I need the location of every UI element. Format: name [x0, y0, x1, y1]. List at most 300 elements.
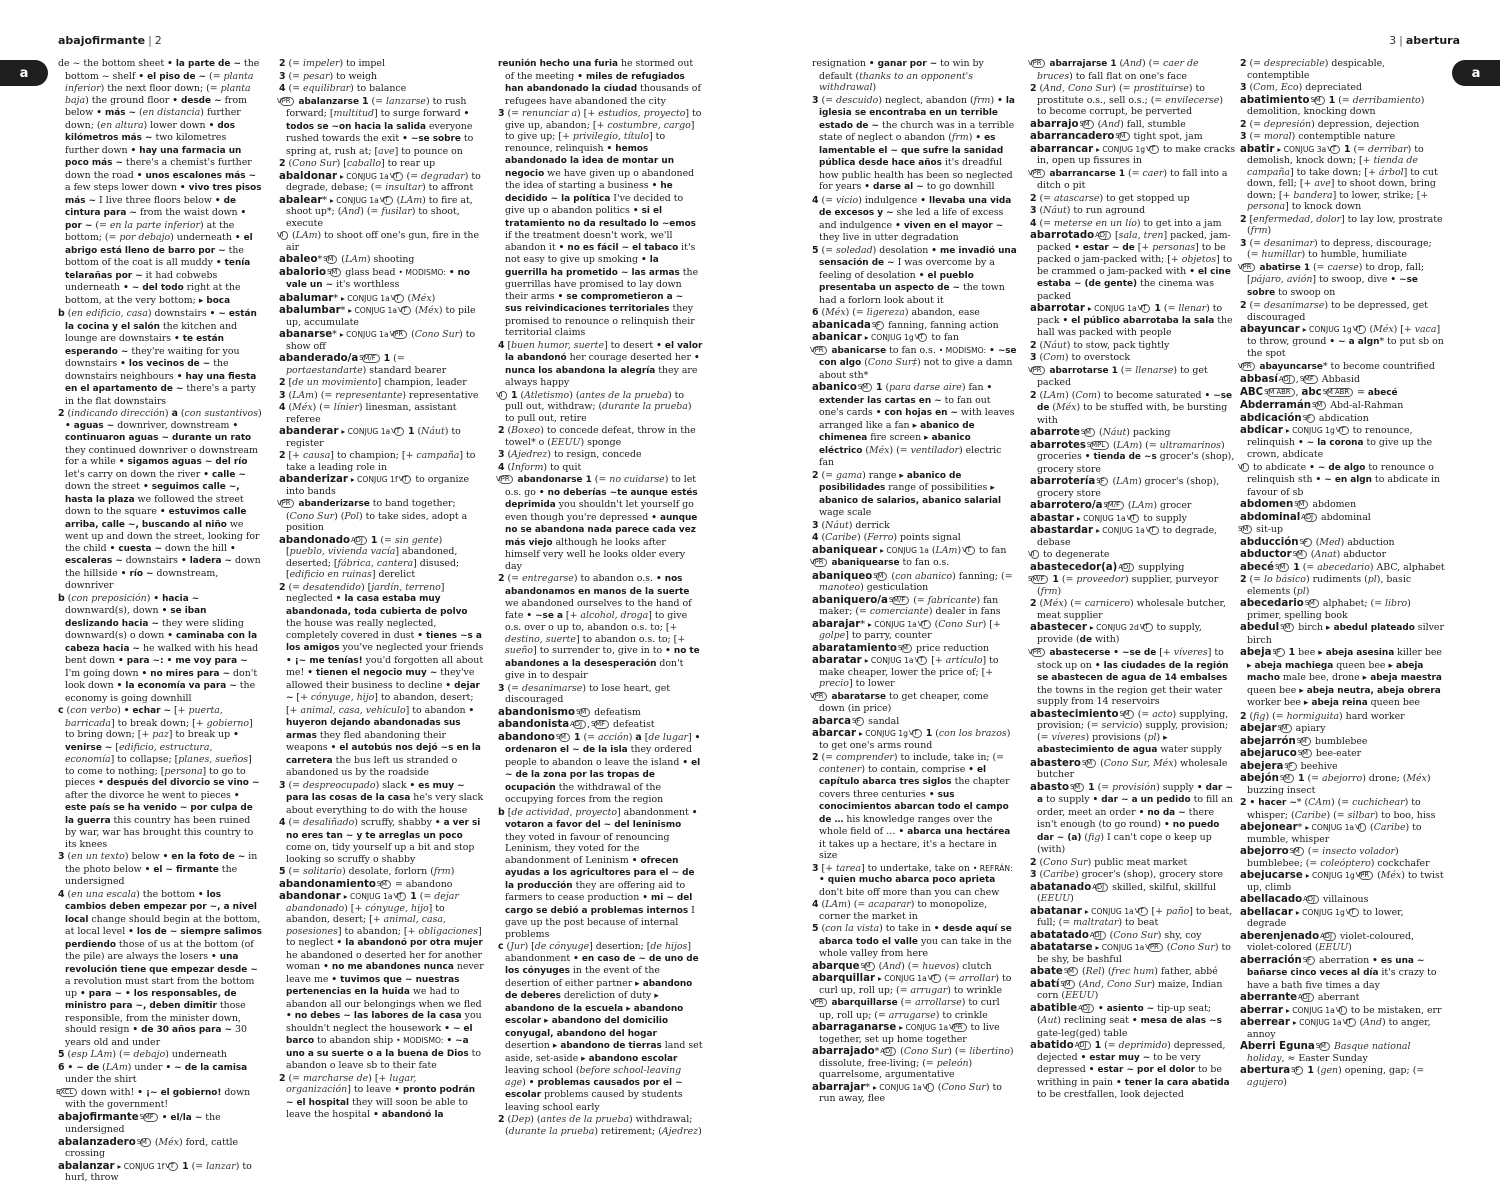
gloss-note: = provisión	[1101, 781, 1157, 793]
grammar-label: SMF	[594, 720, 609, 729]
translation-text: ] abandonment	[616, 806, 692, 818]
translation-text: (	[285, 389, 293, 401]
translation-text: (	[1367, 822, 1374, 833]
phrase: • ladera ~	[180, 556, 232, 566]
gloss-note: para darse aire	[889, 382, 962, 393]
translation-text: (	[99, 1061, 106, 1073]
translation-text: ] to champion; [	[330, 450, 406, 461]
translation-text: ) downstairs	[147, 308, 210, 319]
translation-text: price reduction	[913, 642, 990, 654]
gloss-note: = fabricante	[916, 594, 977, 606]
gloss-note: = lo básico	[1253, 574, 1306, 585]
translation-text: ) further down; (	[65, 107, 241, 131]
translation-text: )	[1057, 585, 1062, 597]
dictionary-entry	[812, 619, 1017, 642]
translation-text: (	[504, 425, 512, 436]
gloss-note: And	[1363, 1017, 1382, 1028]
grammar-label: SF	[1294, 1066, 1303, 1075]
translation-text: (	[64, 851, 72, 862]
phrase: • ¡~ me tenías!	[286, 655, 363, 666]
phrase: ▸ abanico de chimenea	[819, 420, 975, 443]
gloss-note: antes de la prueba	[540, 1114, 630, 1125]
translation-text: ) depreciated	[1298, 82, 1362, 93]
sense-number: 3	[812, 862, 819, 874]
translation-text: )	[628, 731, 636, 743]
translation-text: )	[258, 408, 262, 419]
conjugation-ref: ▸ CONJUG 1a	[1286, 1005, 1335, 1015]
sense-number: 3	[498, 682, 505, 694]
gloss-note: Ferro	[867, 532, 894, 543]
translation-text: (	[580, 731, 588, 743]
phrase: • la parte de ~	[167, 59, 241, 69]
translation-text: ] to surrender to, give in to	[533, 645, 666, 656]
grammar-label: VT	[1339, 426, 1349, 435]
phrase: • calle ~	[203, 469, 246, 480]
translation-text: down the hillside	[65, 555, 261, 579]
grammar-label: VPR	[813, 346, 827, 355]
translation-text: range of possibilities	[885, 482, 991, 493]
gloss-note: Cono Sur	[289, 510, 335, 522]
translation-text: ) to quit	[543, 461, 582, 473]
phrase: • se comprometieron a ~ sus reivindicaciones territoriales	[505, 291, 684, 314]
translation-text: ] to throw, ground	[1247, 324, 1441, 347]
grammar-label: SM	[1123, 710, 1134, 719]
grammar-label: SM	[1084, 428, 1095, 437]
headword: abandonismo	[498, 706, 576, 718]
translation-text: (	[1312, 536, 1320, 548]
translation-text: (	[151, 1136, 159, 1148]
translation-text: after the divorce he went to pieces	[65, 789, 234, 801]
conjugation-ref: ▸ CONJUG 1a	[1087, 304, 1137, 313]
translation-text: (	[1366, 324, 1374, 335]
dictionary-entry	[498, 390, 703, 425]
phrase: • río ~	[120, 568, 154, 579]
phrase: • ~se sobre	[1247, 275, 1418, 298]
translation-text: ] to stock up on	[1037, 647, 1224, 671]
translation-text: come on, tidy yourself up a bit and stop looking so scruffy o shabby	[286, 842, 475, 865]
gloss-note: = pesar	[292, 70, 330, 82]
dictionary-entry	[58, 408, 263, 592]
grammar-label: VPR	[1031, 59, 1045, 68]
headword: abastecimiento	[1030, 708, 1119, 720]
phrase: • en la foto de ~	[162, 852, 246, 862]
translation-text: ) to resign, concede	[547, 449, 642, 460]
translation-text: sandal	[865, 715, 900, 727]
headword: abatatado	[1030, 929, 1089, 941]
translation-text: ) [	[336, 158, 347, 169]
gloss-note: = vicio	[825, 194, 859, 206]
phrase: • pronto podrán ~ el hospital	[286, 1085, 476, 1108]
translation-text: ) cockchafer	[1370, 857, 1430, 869]
grammar-label: SM	[1301, 749, 1312, 758]
translation-text: *	[860, 618, 869, 630]
translation-text: ) lower down	[143, 119, 209, 131]
grammar-label: VT	[397, 892, 407, 901]
phrase: • el ~ de la zona por las tropas de ocupación	[505, 757, 701, 793]
gloss-note: = derribar	[1357, 143, 1408, 155]
translation-text: bee-eater	[1312, 748, 1362, 759]
translation-text: (	[882, 382, 890, 393]
translation-text: (	[403, 170, 411, 182]
translation-text: change should begin at the bottom, at local level	[65, 913, 261, 937]
sense-number: 3	[1030, 352, 1037, 363]
dictionary-entry	[1030, 131, 1235, 143]
dictionary-entry	[1240, 400, 1445, 412]
translation-text: ) (	[1101, 966, 1112, 977]
headword: abastecer	[1030, 622, 1087, 633]
translation-text: ] to take a leading role in	[286, 450, 476, 473]
gloss-note: multitud	[333, 108, 374, 119]
conjugation-ref: ▸ CONJUG 1a	[341, 427, 391, 436]
translation-text: the towns in the region get their water supply from 14 reservoirs	[1037, 684, 1223, 707]
sense-number: 1	[1052, 574, 1059, 585]
gloss-note: + obligaciones	[407, 925, 478, 937]
dictionary-entry	[1030, 352, 1235, 364]
translation-text: water supply	[1157, 744, 1222, 755]
gloss-note: = sin gente	[384, 534, 439, 546]
conjugation-ref: ▸ CONJUG 1g	[864, 333, 914, 342]
dictionary-entry	[812, 923, 1017, 960]
headword: abarque	[812, 960, 860, 972]
dictionary-entry	[279, 866, 484, 878]
phrase: • tener la cara abatida	[1115, 1077, 1230, 1088]
translation-text: he stormed out of the meeting	[505, 58, 694, 82]
grammar-label: SM	[1278, 563, 1289, 572]
grammar-label: SMF	[1303, 375, 1318, 384]
dictionary-entry	[812, 382, 1017, 469]
headword: abandono	[498, 731, 555, 743]
translation-text: = abandono	[392, 878, 453, 890]
grammar-label: ADJ	[1098, 231, 1111, 240]
translation-text: it's crazy to have a bath five times a day	[1247, 967, 1437, 991]
page-number: 2	[154, 34, 162, 47]
phrase: • ~ el barco	[286, 1023, 473, 1046]
translation-text: her courage deserted her	[566, 352, 694, 363]
translation-text: you'd forgotten all about me!	[286, 654, 484, 678]
translation-text: sit-up	[1253, 524, 1283, 535]
gloss-note: = acción	[587, 731, 629, 743]
translation-text: ) supply, provision; (	[1037, 720, 1229, 743]
dictionary-entry	[279, 305, 484, 328]
dictionary-entry	[498, 340, 703, 389]
sense-number: 4	[58, 888, 65, 900]
phrase: • ~ de la camisa	[165, 1062, 248, 1073]
translation-text: ) dealer in fans	[928, 606, 1001, 617]
headword: abastero	[1030, 757, 1081, 769]
grammar-label: ADJ	[883, 1047, 896, 1056]
translation-text: right at the bottom, at the very bottom;	[65, 282, 241, 306]
dictionary-entry	[1240, 361, 1445, 374]
sense-number: 1	[1328, 94, 1336, 106]
translation-text: ) reclining seat	[1057, 1015, 1132, 1026]
dictionary-entry	[1240, 512, 1445, 524]
translation-text: (	[818, 194, 826, 206]
translation-text: (	[64, 592, 72, 604]
grammar-label: SM	[380, 880, 391, 889]
dictionary-entry	[279, 879, 484, 891]
sense-number: 4	[812, 532, 819, 543]
gloss-note: frm	[973, 94, 991, 106]
translation-text: (	[517, 389, 525, 401]
dictionary-entry	[279, 535, 484, 581]
translation-text: villainous	[1320, 894, 1369, 905]
sense-number: 5	[58, 1049, 65, 1060]
grammar-label: ADJ	[1095, 883, 1108, 892]
translation-text: ) [	[577, 108, 588, 119]
gloss-note: durante la prueba	[508, 1125, 595, 1137]
translation-text: ) to get one's arms round	[819, 728, 1011, 751]
sense-number: 1	[1288, 647, 1296, 658]
translation-text: ) desolate, forlorn (	[341, 866, 434, 877]
dictionary-entry	[1030, 647, 1235, 708]
phrase: • cuesta ~	[109, 543, 163, 554]
translation-text: (	[1246, 58, 1254, 69]
translation-text: (	[1246, 710, 1254, 722]
translation-text: (	[1356, 1017, 1364, 1028]
dictionary-entry	[1030, 525, 1235, 548]
translation-text: 30 years old and under	[65, 1024, 247, 1048]
sense-number: 4	[498, 339, 505, 351]
gloss-note: Dep	[511, 1114, 531, 1125]
dictionary-entry	[812, 557, 1017, 570]
translation-text: ) to stow, pack tightly	[1066, 339, 1170, 351]
gloss-note: + puerta, barricada	[65, 705, 223, 729]
translation-text: ) to fall flat on one's face	[1069, 70, 1187, 82]
gloss-note: = arrollarse	[904, 997, 962, 1008]
dictionary-entry	[1030, 303, 1235, 339]
gloss-note: en un texto	[71, 851, 125, 862]
grammar-label: ADJ	[1081, 1004, 1094, 1013]
phrase: • ~se de	[1037, 390, 1233, 413]
translation-text: (	[289, 230, 296, 241]
translation-text: (	[504, 449, 512, 460]
sense-number: c	[58, 705, 64, 716]
translation-text: the undersigned	[65, 863, 238, 887]
translation-text: I live three floors below	[96, 194, 215, 206]
translation-text: downward(s), down	[65, 605, 162, 616]
grammar-label: VPR	[1031, 648, 1045, 657]
gloss-note: + árbol	[1368, 166, 1404, 178]
translation-text: [	[562, 609, 570, 621]
conjugation-ref: ▸ CONJUG 1a	[868, 619, 917, 629]
translation-text: this country has been ruined by war, war has brought this country to its knees	[65, 814, 254, 850]
grammar-label: SF	[1287, 762, 1296, 771]
sense-number: 3	[1030, 869, 1037, 880]
headword: abatimiento	[1240, 94, 1310, 106]
translation-text: ) to hurl, throw	[65, 1160, 252, 1183]
headword: abatatarse	[1030, 942, 1093, 953]
headword: abejón	[1240, 773, 1279, 784]
headword: abarrotes	[1030, 439, 1086, 451]
translation-text: ) (	[1141, 58, 1153, 69]
translation-text: )	[968, 132, 976, 143]
translation-text: ) to show off	[286, 329, 476, 352]
translation-text: the hall was packed with people	[1037, 314, 1233, 338]
translation-text: ,	[1295, 374, 1302, 385]
phrase: • no me abandones nunca	[323, 962, 454, 972]
page-number: 3	[1389, 34, 1397, 47]
translation-text: (	[285, 1072, 293, 1084]
translation-text: ) to twist up, climb	[1247, 870, 1444, 893]
gloss-note: Ajedrez	[661, 1125, 699, 1137]
translation-text: ] to come to nothing; [	[65, 754, 252, 777]
dictionary-entry	[1030, 758, 1235, 781]
translation-text: the bus left us stranded o abandoned us by the roadside	[286, 754, 458, 778]
translation-text: )	[1094, 990, 1099, 1001]
grammar-label: VT	[394, 427, 404, 436]
translation-text: *	[317, 254, 326, 265]
gloss-note: = arrugar	[899, 984, 948, 996]
sense-number: 2	[1240, 574, 1247, 585]
translation-text: tip-up seat; (	[1037, 1002, 1212, 1026]
phrase: ▸ abanico de salarios, abanico salarial	[819, 483, 1002, 506]
gloss-note: = llenarse	[1124, 364, 1174, 376]
translation-text: (	[1036, 83, 1044, 94]
translation-text: to be writhing in pain	[1037, 1064, 1222, 1088]
headword: abaratar	[812, 655, 862, 666]
headword: abarcar	[812, 728, 857, 739]
phrase: abanicarse	[831, 345, 887, 356]
translation-text: ] to bring down; [	[65, 717, 253, 740]
phrase: • el cine estaba ~ (de gente)	[1037, 266, 1231, 289]
dictionary-entry	[279, 582, 484, 779]
sense-number: 3	[279, 70, 286, 82]
dictionary-entry	[498, 683, 703, 706]
phrase: • nos abandonamos en manos de la suerte	[505, 574, 690, 597]
dictionary-entry	[1240, 524, 1445, 536]
translation-text: ] to leave	[347, 1084, 395, 1095]
phrase: • de cintura para ~	[65, 195, 237, 218]
translation-text: ) neglect, abandon (	[878, 94, 974, 106]
translation-text: although he looks after himself very well he looks older every day	[505, 536, 686, 572]
translation-text: to abandon ship	[314, 1035, 397, 1046]
dictionary-entry	[1030, 513, 1235, 525]
translation-text: ] disused; [	[286, 557, 460, 580]
phrase: • no es fácil ~ el tabaco	[558, 242, 679, 253]
translation-text: ] to collapse; [	[110, 754, 179, 765]
translation-text: (	[934, 1081, 942, 1093]
phrase: • venirse ~	[65, 730, 239, 753]
phrase: abarrajarse 1	[1049, 59, 1117, 69]
sense-number: 2	[1030, 83, 1037, 94]
translation-text: ) to mumble, whisper	[1247, 822, 1422, 845]
translation-text: ) grocer's (shop), grocery store	[1074, 869, 1224, 880]
gloss-note: = maltratar	[1062, 917, 1119, 928]
grammar-label: ADJ	[1282, 375, 1295, 384]
translation-text: (	[504, 682, 512, 694]
translation-text: ) withdrawal; (	[505, 1114, 693, 1137]
translation-text: [	[1246, 213, 1254, 225]
translation-text: under the shirt	[65, 1074, 137, 1085]
dictionary-entry	[498, 573, 703, 682]
phrase: ▸ abandono de la escuela ▸ abandono escolar ▸ abandono del domicilio conyugal, abandono del hogar	[505, 991, 684, 1039]
grammar-label: SM	[326, 255, 337, 264]
translation-text: the guerrillas have promised to lay down their arms	[505, 266, 699, 302]
translation-text: don't give in to despair	[505, 657, 684, 681]
headword: abandonamiento	[279, 878, 376, 890]
conjugation-ref: ▸ CONJUG 1g	[1302, 325, 1352, 334]
headword: abdicar	[1240, 425, 1283, 436]
translation-text: (	[206, 70, 213, 82]
gloss-note: LAm	[1043, 389, 1066, 401]
grammar-label: VPR	[1241, 263, 1255, 272]
translation-text: (	[1081, 831, 1089, 843]
headword: abarrotero/a	[1030, 500, 1103, 511]
phrase: ▸ abedul plateado	[1326, 623, 1415, 633]
translation-text: )	[522, 1076, 529, 1088]
dictionary-entry	[1240, 82, 1445, 94]
sense-number: 2	[812, 469, 819, 481]
translation-text: ) rudiments (	[1305, 574, 1368, 585]
translation-text: )	[1283, 1076, 1287, 1088]
grammar-label: SM ABR	[1326, 388, 1353, 397]
translation-text: ) sponge	[580, 436, 622, 448]
phrase: • extender las cartas en ~	[819, 383, 993, 406]
gloss-note: = caer de bruces	[1037, 58, 1199, 82]
translation-text: (	[188, 1160, 196, 1172]
dictionary-entry	[812, 95, 1017, 194]
dictionary-entry	[1030, 562, 1235, 574]
gloss-note: Com, Eco	[1253, 82, 1299, 93]
dictionary-entry	[1030, 942, 1235, 965]
gloss-note: = agujero	[1247, 1065, 1425, 1088]
grammar-label: SM	[1297, 500, 1308, 509]
gloss-note: = pelеón	[925, 1057, 969, 1069]
headword: abecedario	[1240, 598, 1304, 609]
gloss-note: + cónyuge, hijo	[354, 902, 429, 914]
conjugation-ref: • REFRÁN:	[972, 863, 1013, 873]
gloss-note: = caerse	[1316, 261, 1359, 273]
phrase: • el autobús nos dejó ~s en la carretera	[286, 743, 481, 766]
conjugation-ref: ▸ CONJUG 1g	[1295, 907, 1345, 917]
headword: abarrotado	[1030, 230, 1095, 241]
phrase: • unos escalones más ~	[136, 170, 257, 181]
phrase: • aunque no se abandona nada parece cada vez más viejo	[505, 512, 698, 548]
gloss-note: = proveedor	[1065, 574, 1126, 585]
sense-number: a	[171, 408, 178, 419]
dictionary-entry	[1240, 797, 1445, 821]
translation-text: (	[1313, 1065, 1321, 1076]
translation-text: you shouldn't let yourself go even though you're depressed	[505, 499, 694, 523]
phrase: • hay una fiesta en el apartamento de ~	[65, 371, 257, 394]
dictionary-entry	[1240, 58, 1445, 81]
translation-text: (	[1075, 978, 1083, 990]
translation-text: ] to rear up	[380, 158, 436, 169]
headword: abejucarse	[1240, 870, 1303, 881]
translation-text: to renounce o relinquish sth	[1247, 461, 1434, 485]
gloss-note: = arrugarse	[877, 1009, 936, 1021]
translation-text: ] to knock down	[1285, 201, 1362, 212]
grammar-label: SM	[1118, 132, 1129, 141]
sense-number: 1	[1094, 1040, 1102, 1051]
grammar-label: SM/F	[1106, 501, 1123, 510]
grammar-label: ADJ	[354, 536, 367, 545]
gloss-note: = manoteo	[819, 570, 1013, 593]
gloss-note: indicando dirección	[71, 408, 165, 419]
gloss-note: persona	[164, 765, 203, 777]
translation-text: it had cobwebs underneath	[65, 269, 218, 293]
grammar-label: VPR	[1241, 362, 1255, 371]
translation-text: land set aside, set-aside	[505, 1040, 703, 1064]
translation-text: queen bee	[1333, 659, 1389, 671]
phrase: • una revolución tiene que empezar desde ~	[65, 952, 258, 975]
dictionary-entry	[279, 58, 484, 70]
gloss-note: pueblo, vivienda vacía	[289, 546, 396, 557]
phrase: • el/la ~	[161, 1112, 203, 1123]
headword: abaleo	[279, 254, 318, 265]
gloss-note: = renunciar a	[511, 108, 578, 119]
translation-text: I've decided to give up o abandon politics	[505, 192, 684, 216]
